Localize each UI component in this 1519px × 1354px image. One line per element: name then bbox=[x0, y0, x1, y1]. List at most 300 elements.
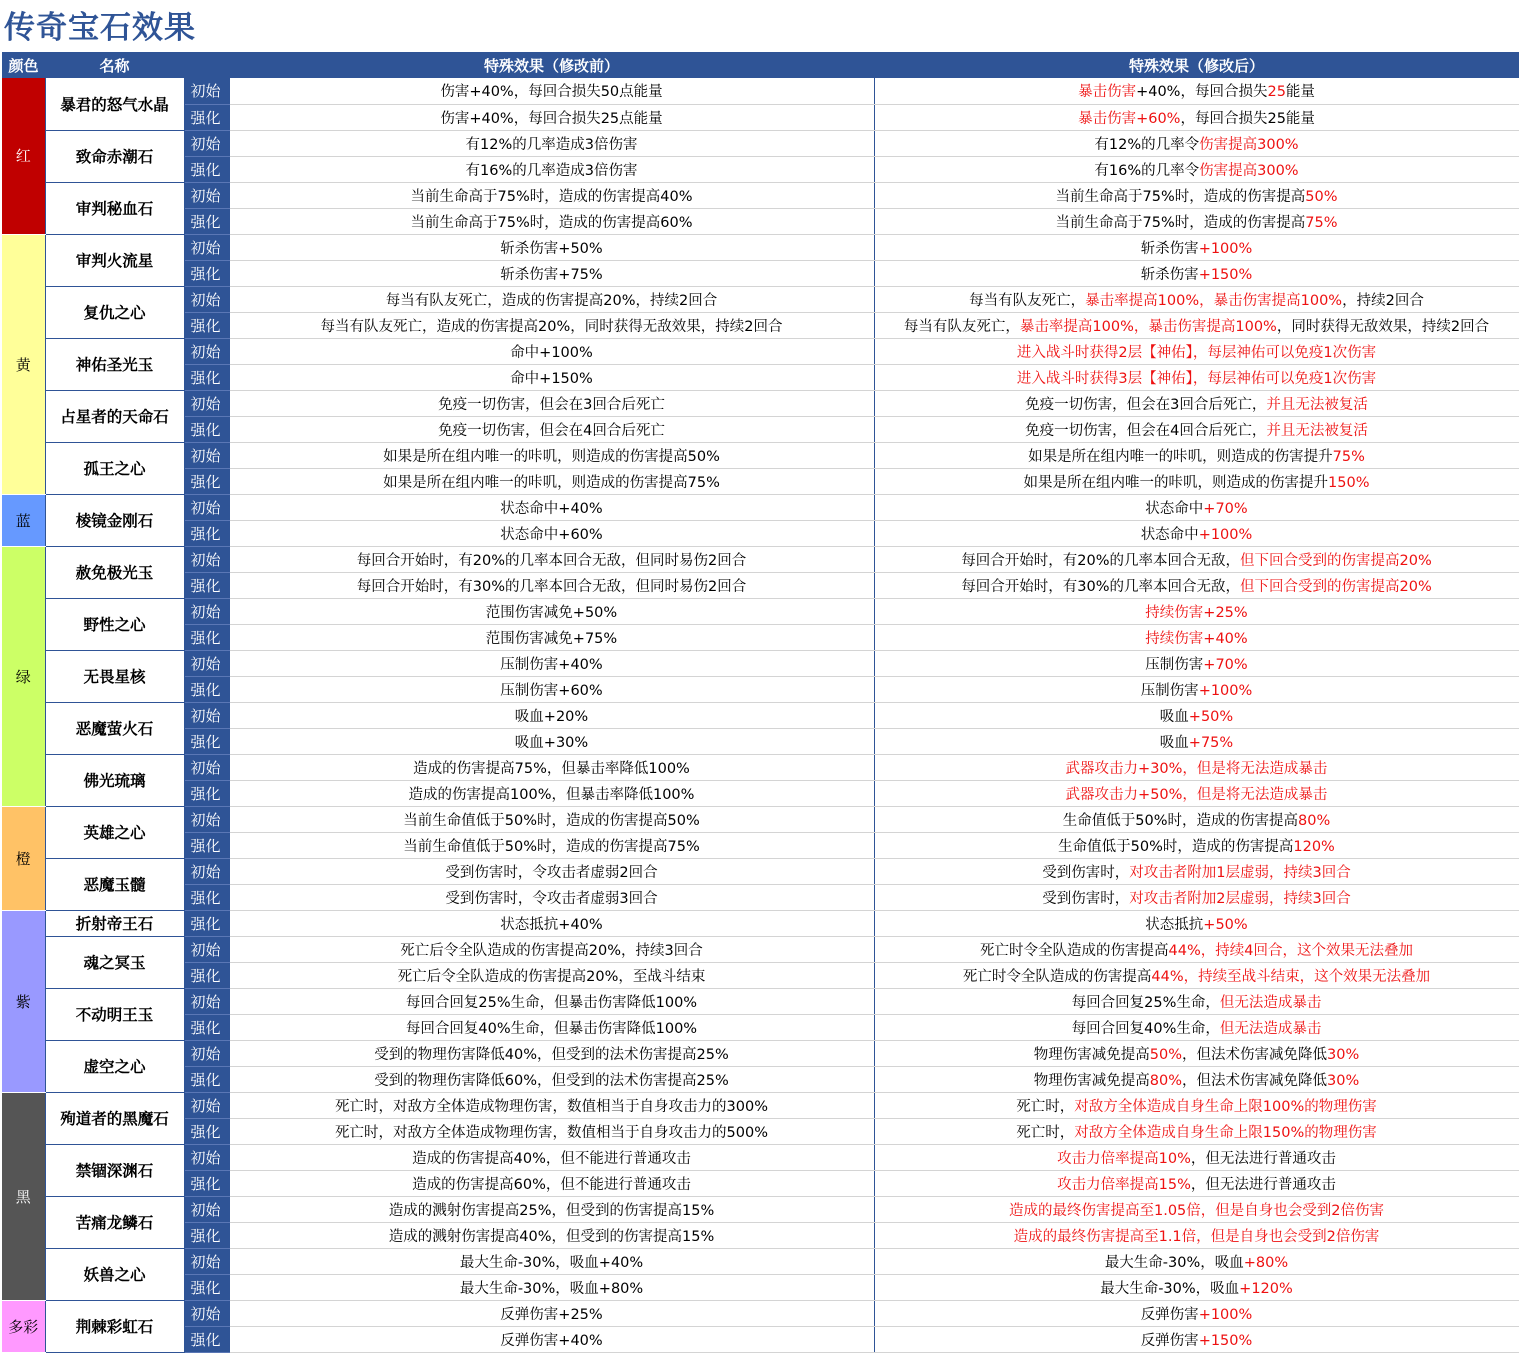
header-stage bbox=[184, 52, 229, 78]
stage-label: 强化 bbox=[184, 910, 229, 936]
table-row bbox=[2, 1040, 1519, 1066]
gem-name: 魂之冥玉 bbox=[45, 936, 184, 988]
effect-after bbox=[874, 1144, 1519, 1170]
effect-text: ，但无法进行普通攻击 bbox=[1190, 1150, 1336, 1167]
changed-text: 但下回合受到的伤害提高20% bbox=[1240, 578, 1432, 595]
effect-text: 有12%的几率令 bbox=[1094, 136, 1200, 153]
effect-after bbox=[874, 1274, 1519, 1300]
effect-before: 受到的物理伤害降低40%，但受到的法术伤害提高25% bbox=[229, 1040, 874, 1066]
effect-text: 生命值低于50%时，造成的伤害提高 bbox=[1058, 838, 1294, 855]
stage-label: 强化 bbox=[184, 104, 229, 130]
table-row bbox=[2, 182, 1519, 208]
table-row bbox=[2, 1118, 1519, 1144]
table-row bbox=[2, 156, 1519, 182]
changed-text: 80% bbox=[1298, 812, 1331, 829]
effect-after bbox=[874, 858, 1519, 884]
table-row bbox=[2, 858, 1519, 884]
effect-after bbox=[874, 572, 1519, 598]
changed-text: 对敌方全体造成自身生命上限150%的物理伤害 bbox=[1074, 1124, 1377, 1141]
table-row bbox=[2, 1300, 1519, 1326]
table-row bbox=[2, 910, 1519, 936]
effect-before: 范围伤害减免+75% bbox=[229, 624, 874, 650]
effect-text: 死亡时令全队造成的伤害提高 bbox=[962, 968, 1152, 985]
effect-text: 状态命中 bbox=[1145, 500, 1204, 517]
changed-text: 75% bbox=[1332, 448, 1365, 465]
effect-text: 受到伤害时， bbox=[1042, 890, 1130, 907]
effect-before: 免疫一切伤害，但会在4回合后死亡 bbox=[229, 416, 874, 442]
effect-text: 状态命中 bbox=[1140, 526, 1199, 543]
effect-before: 死亡后令全队造成的伤害提高20%，持续3回合 bbox=[229, 936, 874, 962]
effect-before: 每当有队友死亡，造成的伤害提高20%，持续2回合 bbox=[229, 286, 874, 312]
changed-text: 对攻击者附加1层虚弱，持续3回合 bbox=[1129, 864, 1351, 881]
effect-before: 当前生命值低于50%时，造成的伤害提高50% bbox=[229, 806, 874, 832]
effect-before: 当前生命高于75%时，造成的伤害提高40% bbox=[229, 182, 874, 208]
effect-after bbox=[874, 1040, 1519, 1066]
effect-text: 吸血 bbox=[1159, 708, 1189, 725]
stage-label: 初始 bbox=[184, 1248, 229, 1274]
gem-name: 暴君的怒气水晶 bbox=[45, 78, 184, 130]
table-row bbox=[2, 390, 1519, 416]
color-group-label: 紫 bbox=[2, 910, 45, 1092]
stage-label: 强化 bbox=[184, 832, 229, 858]
effect-text: 免疫一切伤害，但会在4回合后死亡， bbox=[1025, 422, 1267, 439]
gem-effects-table bbox=[2, 52, 1519, 1353]
effect-text: 如果是所在组内唯一的咔叽，则造成的伤害提升 bbox=[1023, 474, 1329, 491]
effect-before: 有12%的几率造成3倍伤害 bbox=[229, 130, 874, 156]
table-row bbox=[2, 312, 1519, 338]
table-row bbox=[2, 572, 1519, 598]
changed-text: 暴击率提高100%，暴击伤害提高100% bbox=[1019, 318, 1277, 335]
effect-after bbox=[874, 208, 1519, 234]
changed-text: 30% bbox=[1327, 1072, 1360, 1089]
changed-text: 伤害提高300% bbox=[1199, 162, 1299, 179]
effect-before: 吸血+20% bbox=[229, 702, 874, 728]
changed-text: 120% bbox=[1293, 838, 1335, 855]
page-title: 传奇宝石效果 bbox=[4, 10, 196, 46]
table-row bbox=[2, 1326, 1519, 1352]
stage-label: 强化 bbox=[184, 416, 229, 442]
effect-before: 伤害+40%，每回合损失25点能量 bbox=[229, 104, 874, 130]
stage-label: 初始 bbox=[184, 546, 229, 572]
gem-name: 佛光琉璃 bbox=[45, 754, 184, 806]
gem-name: 恶魔萤火石 bbox=[45, 702, 184, 754]
color-group-label: 多彩 bbox=[2, 1300, 45, 1352]
table-row bbox=[2, 1222, 1519, 1248]
gem-name: 占星者的天命石 bbox=[45, 390, 184, 442]
effect-after bbox=[874, 806, 1519, 832]
effect-after bbox=[874, 494, 1519, 520]
effect-text: 斩杀伤害 bbox=[1140, 240, 1199, 257]
effect-after bbox=[874, 780, 1519, 806]
effect-after bbox=[874, 1170, 1519, 1196]
effect-before: 斩杀伤害+75% bbox=[229, 260, 874, 286]
effect-after bbox=[874, 468, 1519, 494]
effect-text: 最大生命-30%，吸血 bbox=[1100, 1280, 1240, 1297]
effect-text: 反弹伤害 bbox=[1140, 1332, 1199, 1349]
header-before: 特殊效果（修改前） bbox=[229, 52, 874, 78]
effect-after bbox=[874, 182, 1519, 208]
stage-label: 初始 bbox=[184, 936, 229, 962]
effect-after bbox=[874, 1222, 1519, 1248]
stage-label: 强化 bbox=[184, 624, 229, 650]
gem-name: 孤王之心 bbox=[45, 442, 184, 494]
effect-after bbox=[874, 702, 1519, 728]
stage-label: 强化 bbox=[184, 1326, 229, 1352]
stage-label: 强化 bbox=[184, 572, 229, 598]
table-row bbox=[2, 832, 1519, 858]
stage-label: 初始 bbox=[184, 754, 229, 780]
changed-text: 武器攻击力+50%，但是将无法造成暴击 bbox=[1065, 786, 1328, 803]
changed-text: +100% bbox=[1198, 682, 1253, 699]
stage-label: 初始 bbox=[184, 78, 229, 104]
stage-label: 初始 bbox=[184, 806, 229, 832]
color-group-label: 蓝 bbox=[2, 494, 45, 546]
stage-label: 强化 bbox=[184, 1222, 229, 1248]
changed-text: 进入战斗时获得2层【神佑】，每层神佑可以免疫1次伤害 bbox=[1016, 344, 1377, 361]
changed-text: 进入战斗时获得3层【神佑】，每层神佑可以免疫1次伤害 bbox=[1016, 370, 1377, 387]
color-group-label: 黄 bbox=[2, 234, 45, 494]
table-row bbox=[2, 988, 1519, 1014]
effect-text: +40%，每回合损失 bbox=[1136, 84, 1268, 101]
stage-label: 初始 bbox=[184, 702, 229, 728]
effect-text: 如果是所在组内唯一的咔叽，则造成的伤害提升 bbox=[1028, 448, 1333, 465]
stage-label: 初始 bbox=[184, 1040, 229, 1066]
effect-before: 范围伤害减免+50% bbox=[229, 598, 874, 624]
table-row bbox=[2, 364, 1519, 390]
effect-before: 造成的溅射伤害提高40%，但受到的伤害提高15% bbox=[229, 1222, 874, 1248]
table-row bbox=[2, 1066, 1519, 1092]
effect-before: 最大生命-30%，吸血+40% bbox=[229, 1248, 874, 1274]
table-row bbox=[2, 650, 1519, 676]
effect-text: 死亡时令全队造成的伤害提高 bbox=[980, 942, 1169, 959]
stage-label: 强化 bbox=[184, 208, 229, 234]
table-row bbox=[2, 104, 1519, 130]
changed-text: +150% bbox=[1198, 266, 1253, 283]
effect-text: 每回合开始时，有30%的几率本回合无敌， bbox=[961, 578, 1240, 595]
table-row bbox=[2, 546, 1519, 572]
gem-name: 棱镜金刚石 bbox=[45, 494, 184, 546]
effect-text: 每当有队友死亡， bbox=[969, 292, 1086, 309]
changed-text: 25 bbox=[1267, 84, 1286, 101]
effect-text: ，持续2回合 bbox=[1342, 292, 1424, 309]
effect-before: 有16%的几率造成3倍伤害 bbox=[229, 156, 874, 182]
changed-text: +70% bbox=[1203, 500, 1248, 517]
changed-text: +80% bbox=[1243, 1254, 1289, 1271]
effect-text: ，但法术伤害减免降低 bbox=[1182, 1072, 1327, 1089]
gem-name: 赦免极光玉 bbox=[45, 546, 184, 598]
effect-after bbox=[874, 936, 1519, 962]
header-color: 颜色 bbox=[2, 52, 45, 78]
effect-after bbox=[874, 442, 1519, 468]
changed-text: 30% bbox=[1327, 1046, 1360, 1063]
effect-before: 压制伤害+60% bbox=[229, 676, 874, 702]
effect-after bbox=[874, 728, 1519, 754]
stage-label: 初始 bbox=[184, 1092, 229, 1118]
effect-after bbox=[874, 130, 1519, 156]
effect-after bbox=[874, 1326, 1519, 1352]
effect-after bbox=[874, 910, 1519, 936]
header-after: 特殊效果（修改后） bbox=[874, 52, 1519, 78]
stage-label: 初始 bbox=[184, 390, 229, 416]
effect-text: 死亡时， bbox=[1016, 1124, 1075, 1141]
effect-after bbox=[874, 338, 1519, 364]
changed-text: 80% bbox=[1149, 1072, 1182, 1089]
changed-text: 暴击伤害+60% bbox=[1078, 110, 1181, 127]
color-group-label: 绿 bbox=[2, 546, 45, 806]
stage-label: 初始 bbox=[184, 234, 229, 260]
table-body bbox=[2, 78, 1519, 1352]
effect-before: 造成的溅射伤害提高25%，但受到的伤害提高15% bbox=[229, 1196, 874, 1222]
stage-label: 初始 bbox=[184, 286, 229, 312]
effect-text: 免疫一切伤害，但会在3回合后死亡， bbox=[1025, 396, 1267, 413]
stage-label: 强化 bbox=[184, 1066, 229, 1092]
effect-before: 反弹伤害+25% bbox=[229, 1300, 874, 1326]
table-row bbox=[2, 806, 1519, 832]
changed-text: 攻击力倍率提高15% bbox=[1057, 1176, 1191, 1193]
changed-text: 暴击率提高100%，暴击伤害提高100% bbox=[1085, 292, 1343, 309]
table-row bbox=[2, 520, 1519, 546]
table-row bbox=[2, 338, 1519, 364]
effect-after bbox=[874, 364, 1519, 390]
changed-text: +150% bbox=[1198, 1332, 1253, 1349]
effect-before: 当前生命值低于50%时，造成的伤害提高75% bbox=[229, 832, 874, 858]
effect-text: 死亡时， bbox=[1016, 1098, 1075, 1115]
table-row bbox=[2, 936, 1519, 962]
effect-after bbox=[874, 832, 1519, 858]
changed-text: +120% bbox=[1239, 1280, 1293, 1297]
effect-before: 每回合回复25%生命，但暴击伤害降低100% bbox=[229, 988, 874, 1014]
effect-after bbox=[874, 650, 1519, 676]
gem-name: 无畏星核 bbox=[45, 650, 184, 702]
table-row bbox=[2, 598, 1519, 624]
stage-label: 强化 bbox=[184, 364, 229, 390]
effect-text: 物理伤害减免提高 bbox=[1033, 1046, 1150, 1063]
table-row bbox=[2, 494, 1519, 520]
changed-text: 对攻击者附加2层虚弱，持续3回合 bbox=[1129, 890, 1351, 907]
stage-label: 初始 bbox=[184, 1300, 229, 1326]
changed-text: 50% bbox=[1149, 1046, 1182, 1063]
effect-after bbox=[874, 312, 1519, 338]
effect-text: 每回合回复40%生命， bbox=[1071, 1020, 1220, 1037]
effect-text: ，同时获得无敌效果，持续2回合 bbox=[1276, 318, 1490, 335]
gem-name: 英雄之心 bbox=[45, 806, 184, 858]
effect-text: ，但法术伤害减免降低 bbox=[1182, 1046, 1327, 1063]
gem-name: 神佑圣光玉 bbox=[45, 338, 184, 390]
effect-after bbox=[874, 1092, 1519, 1118]
effect-after bbox=[874, 390, 1519, 416]
stage-label: 初始 bbox=[184, 858, 229, 884]
effect-before: 受到的物理伤害降低60%，但受到的法术伤害提高25% bbox=[229, 1066, 874, 1092]
effect-after bbox=[874, 962, 1519, 988]
effect-text: 生命值低于50%时，造成的伤害提高 bbox=[1062, 812, 1298, 829]
table-row bbox=[2, 780, 1519, 806]
effect-after bbox=[874, 260, 1519, 286]
color-group-label: 橙 bbox=[2, 806, 45, 910]
stage-label: 强化 bbox=[184, 1274, 229, 1300]
effect-text: 斩杀伤害 bbox=[1140, 266, 1199, 283]
effect-before: 每当有队友死亡，造成的伤害提高20%，同时获得无敌效果，持续2回合 bbox=[229, 312, 874, 338]
changed-text: +70% bbox=[1203, 656, 1248, 673]
effect-before: 反弹伤害+40% bbox=[229, 1326, 874, 1352]
gem-name: 妖兽之心 bbox=[45, 1248, 184, 1300]
effect-after bbox=[874, 598, 1519, 624]
effect-before: 如果是所在组内唯一的咔叽，则造成的伤害提高50% bbox=[229, 442, 874, 468]
effect-text: 压制伤害 bbox=[1145, 656, 1204, 673]
table-header-row bbox=[2, 52, 1519, 78]
effect-after bbox=[874, 1300, 1519, 1326]
table-row bbox=[2, 208, 1519, 234]
effect-text: 每回合回复25%生命， bbox=[1071, 994, 1220, 1011]
changed-text: 对敌方全体造成自身生命上限100%的物理伤害 bbox=[1074, 1098, 1377, 1115]
changed-text: 150% bbox=[1328, 474, 1370, 491]
table-row bbox=[2, 754, 1519, 780]
stage-label: 强化 bbox=[184, 312, 229, 338]
changed-text: 持续伤害+40% bbox=[1145, 630, 1248, 647]
changed-text: 武器攻击力+30%，但是将无法造成暴击 bbox=[1065, 760, 1328, 777]
effect-before: 受到伤害时，令攻击者虚弱3回合 bbox=[229, 884, 874, 910]
gem-name: 虚空之心 bbox=[45, 1040, 184, 1092]
table-row bbox=[2, 234, 1519, 260]
table-row bbox=[2, 1274, 1519, 1300]
color-group-label: 黑 bbox=[2, 1092, 45, 1300]
stage-label: 强化 bbox=[184, 884, 229, 910]
stage-label: 强化 bbox=[184, 260, 229, 286]
gem-name: 荆棘彩虹石 bbox=[45, 1300, 184, 1352]
changed-text: +100% bbox=[1198, 1306, 1253, 1323]
gem-name: 野性之心 bbox=[45, 598, 184, 650]
table-row bbox=[2, 1170, 1519, 1196]
changed-text: 但下回合受到的伤害提高20% bbox=[1240, 552, 1432, 569]
table-row bbox=[2, 78, 1519, 104]
effect-text: 每当有队友死亡， bbox=[903, 318, 1020, 335]
table-row bbox=[2, 676, 1519, 702]
changed-text: 攻击力倍率提高10% bbox=[1057, 1150, 1191, 1167]
stage-label: 初始 bbox=[184, 494, 229, 520]
effect-after bbox=[874, 624, 1519, 650]
effect-after bbox=[874, 1196, 1519, 1222]
effect-before: 伤害+40%，每回合损失50点能量 bbox=[229, 78, 874, 104]
effect-after bbox=[874, 234, 1519, 260]
stage-label: 强化 bbox=[184, 520, 229, 546]
table-row bbox=[2, 1196, 1519, 1222]
gem-name: 折射帝王石 bbox=[45, 910, 184, 936]
table-row bbox=[2, 286, 1519, 312]
changed-text: 造成的最终伤害提高至1.1倍，但是自身也会受到2倍伤害 bbox=[1013, 1228, 1380, 1245]
effect-text: 每回合开始时，有20%的几率本回合无敌， bbox=[961, 552, 1240, 569]
effect-before: 免疫一切伤害，但会在3回合后死亡 bbox=[229, 390, 874, 416]
effect-text: 吸血 bbox=[1159, 734, 1189, 751]
stage-label: 强化 bbox=[184, 1014, 229, 1040]
color-group-label: 红 bbox=[2, 78, 45, 234]
effect-after bbox=[874, 676, 1519, 702]
effect-before: 最大生命-30%，吸血+80% bbox=[229, 1274, 874, 1300]
changed-text: 暴击伤害 bbox=[1078, 84, 1137, 101]
effect-after bbox=[874, 546, 1519, 572]
changed-text: 持续伤害+25% bbox=[1145, 604, 1248, 621]
stage-label: 强化 bbox=[184, 156, 229, 182]
stage-label: 强化 bbox=[184, 468, 229, 494]
changed-text: 50% bbox=[1305, 188, 1338, 205]
stage-label: 初始 bbox=[184, 1196, 229, 1222]
effect-before: 命中+100% bbox=[229, 338, 874, 364]
effect-text: 物理伤害减免提高 bbox=[1033, 1072, 1150, 1089]
changed-text: 并且无法被复活 bbox=[1266, 396, 1368, 413]
table-row bbox=[2, 1248, 1519, 1274]
effect-before: 命中+150% bbox=[229, 364, 874, 390]
effect-before: 造成的伤害提高60%，但不能进行普通攻击 bbox=[229, 1170, 874, 1196]
table-row bbox=[2, 1144, 1519, 1170]
stage-label: 强化 bbox=[184, 676, 229, 702]
effect-after bbox=[874, 1248, 1519, 1274]
effect-after bbox=[874, 988, 1519, 1014]
stage-label: 初始 bbox=[184, 130, 229, 156]
changed-text: 伤害提高300% bbox=[1199, 136, 1299, 153]
stage-label: 初始 bbox=[184, 182, 229, 208]
changed-text: 44%，持续4回合，这个效果无法叠加 bbox=[1168, 942, 1413, 959]
effect-before: 每回合开始时，有30%的几率本回合无敌，但同时易伤2回合 bbox=[229, 572, 874, 598]
gem-name: 恶魔玉髓 bbox=[45, 858, 184, 910]
header-name: 名称 bbox=[45, 52, 184, 78]
stage-label: 强化 bbox=[184, 728, 229, 754]
stage-label: 初始 bbox=[184, 988, 229, 1014]
changed-text: 75% bbox=[1305, 214, 1338, 231]
changed-text: +75% bbox=[1188, 734, 1234, 751]
effect-before: 状态命中+60% bbox=[229, 520, 874, 546]
gem-name: 复仇之心 bbox=[45, 286, 184, 338]
gem-name: 审判秘血石 bbox=[45, 182, 184, 234]
changed-text: 但无法造成暴击 bbox=[1219, 1020, 1322, 1037]
effect-before: 造成的伤害提高100%，但暴击率降低100% bbox=[229, 780, 874, 806]
effect-after bbox=[874, 884, 1519, 910]
stage-label: 强化 bbox=[184, 1118, 229, 1144]
table-row bbox=[2, 1092, 1519, 1118]
effect-before: 每回合回复40%生命，但暴击伤害降低100% bbox=[229, 1014, 874, 1040]
changed-text: +50% bbox=[1203, 916, 1248, 933]
effect-before: 吸血+30% bbox=[229, 728, 874, 754]
changed-text: 造成的最终伤害提高至1.05倍，但是自身也会受到2倍伤害 bbox=[1008, 1202, 1384, 1219]
gem-name: 禁锢深渊石 bbox=[45, 1144, 184, 1196]
stage-label: 强化 bbox=[184, 1170, 229, 1196]
effect-after bbox=[874, 1014, 1519, 1040]
effect-text: ，每回合损失25能量 bbox=[1180, 110, 1315, 127]
effect-after bbox=[874, 104, 1519, 130]
effect-after bbox=[874, 416, 1519, 442]
effect-text: ，但无法进行普通攻击 bbox=[1190, 1176, 1336, 1193]
effect-after bbox=[874, 286, 1519, 312]
table-row bbox=[2, 416, 1519, 442]
changed-text: 并且无法被复活 bbox=[1266, 422, 1368, 439]
stage-label: 初始 bbox=[184, 598, 229, 624]
table-row bbox=[2, 624, 1519, 650]
table-row bbox=[2, 442, 1519, 468]
changed-text: +50% bbox=[1188, 708, 1234, 725]
effect-text: 状态抵抗 bbox=[1145, 916, 1204, 933]
table-row bbox=[2, 962, 1519, 988]
effect-before: 斩杀伤害+50% bbox=[229, 234, 874, 260]
table-row bbox=[2, 728, 1519, 754]
effect-before: 造成的伤害提高40%，但不能进行普通攻击 bbox=[229, 1144, 874, 1170]
table-row bbox=[2, 130, 1519, 156]
table-row bbox=[2, 702, 1519, 728]
effect-after bbox=[874, 1066, 1519, 1092]
table-row bbox=[2, 468, 1519, 494]
effect-before: 造成的伤害提高75%，但暴击率降低100% bbox=[229, 754, 874, 780]
stage-label: 初始 bbox=[184, 338, 229, 364]
table-row bbox=[2, 1014, 1519, 1040]
changed-text: +100% bbox=[1198, 526, 1253, 543]
table-row bbox=[2, 260, 1519, 286]
stage-label: 初始 bbox=[184, 1144, 229, 1170]
